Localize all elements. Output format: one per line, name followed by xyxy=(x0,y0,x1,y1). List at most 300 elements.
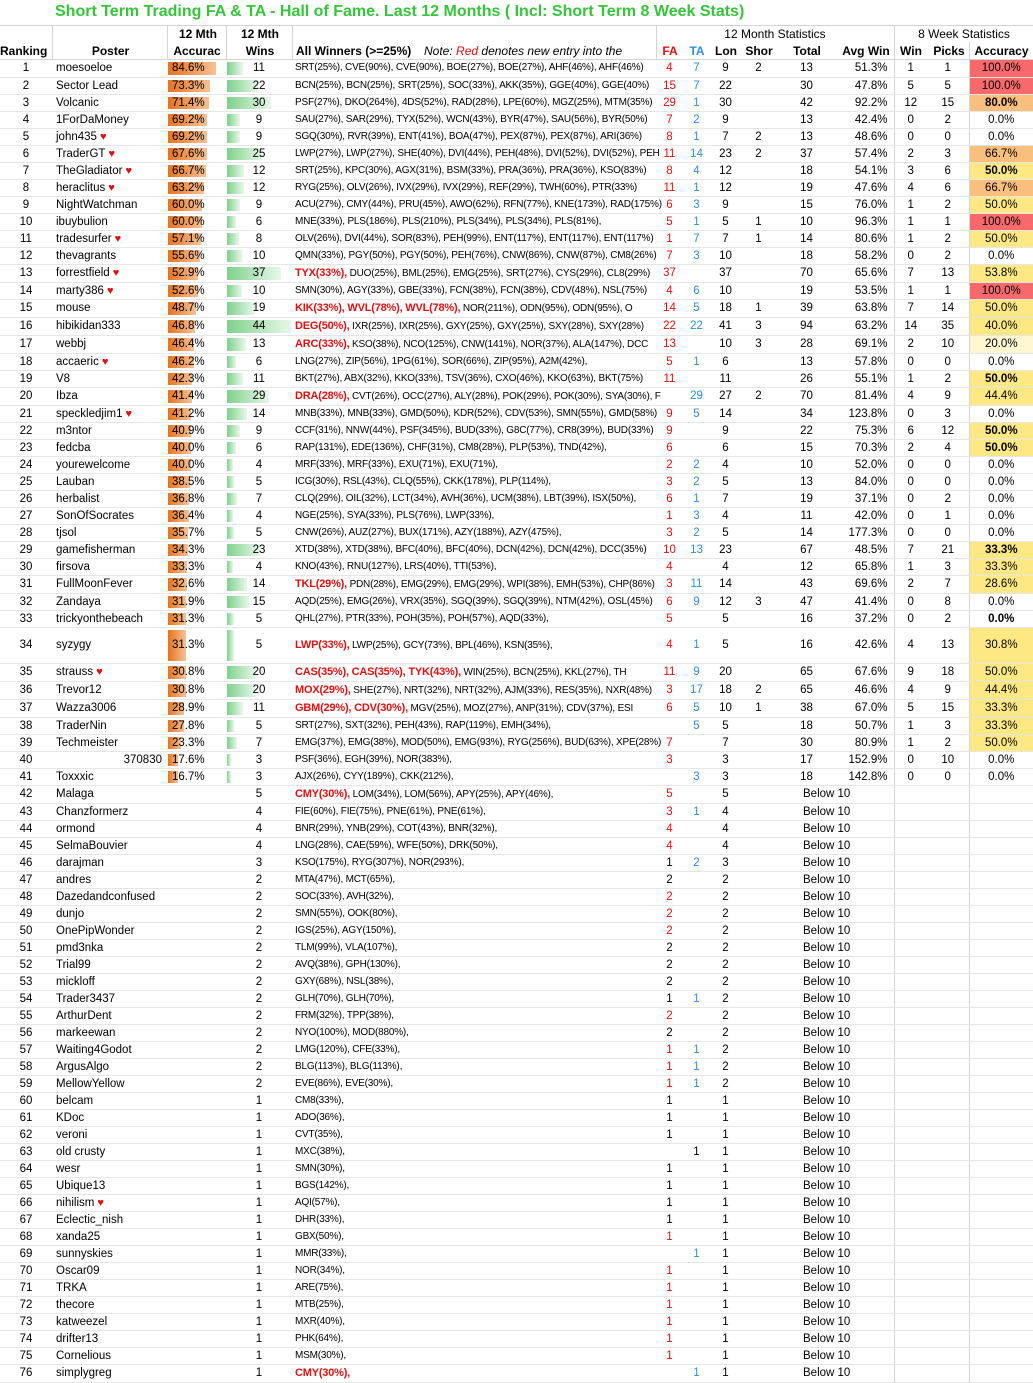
shor-cell xyxy=(741,820,776,837)
accuracy-value: 42.3% xyxy=(172,372,205,385)
new-entry: TKL(29%), xyxy=(295,577,347,590)
poster-cell xyxy=(52,888,167,905)
rank-cell: 61 xyxy=(0,1109,52,1126)
poster-header: Poster xyxy=(91,44,130,58)
wins-cell xyxy=(226,507,292,524)
accuracy-cell xyxy=(167,1296,226,1313)
accuracy-value xyxy=(167,1282,172,1294)
poster-cell xyxy=(52,1075,167,1092)
wins-bar xyxy=(227,527,234,539)
poster-name: Eclectic_nish xyxy=(56,1213,124,1226)
heart-icon: ♥ xyxy=(105,181,115,194)
wins-value: 8 xyxy=(255,232,263,245)
picks8-cell: 0 xyxy=(927,456,969,473)
wins-cell xyxy=(226,610,292,627)
poster-cell xyxy=(52,837,167,854)
table-row xyxy=(0,230,1033,247)
winners-cell xyxy=(292,1007,656,1024)
poster-cell xyxy=(52,405,167,422)
ta-cell xyxy=(683,871,710,888)
winners-list: AVQ(38%), GPH(130%), xyxy=(295,958,401,970)
rank-cell: 62 xyxy=(0,1126,52,1143)
picks8-cell: 3 xyxy=(927,558,969,575)
poster-name: Volcanic xyxy=(56,96,99,109)
accuracy-value: 57.1% xyxy=(172,232,205,245)
wins-cell xyxy=(226,1228,292,1245)
accuracy8-cell: 0.0% xyxy=(969,768,1033,785)
accuracy-value xyxy=(167,993,172,1005)
poster-name: KDoc xyxy=(56,1111,85,1124)
wins-cell xyxy=(226,1092,292,1109)
win8-cell xyxy=(894,1041,927,1058)
table-row xyxy=(0,264,1033,282)
accuracy-value xyxy=(167,1112,172,1124)
rank-cell: 60 xyxy=(0,1092,52,1109)
winners-cell xyxy=(292,353,656,370)
poster-name: TheGladiator xyxy=(56,164,123,177)
ta-cell: 22 xyxy=(683,317,710,335)
accuracy8-cell: 50.0% xyxy=(969,663,1033,681)
accuracy-cell xyxy=(167,230,226,247)
wins-header-top: 12 Mth xyxy=(240,27,279,41)
accuracy8-cell xyxy=(969,1245,1033,1262)
wins-cell xyxy=(226,837,292,854)
group-12-month: 12 Month Statistics xyxy=(724,27,826,41)
winners-cell xyxy=(292,213,656,230)
total-cell: Below 10 xyxy=(776,1041,837,1058)
shor-cell: 1 xyxy=(741,699,776,717)
fa-cell: 13 xyxy=(656,335,683,353)
win8-cell: 9 xyxy=(894,663,927,681)
table-row xyxy=(0,1160,1033,1177)
rank-cell: 3 xyxy=(0,94,52,111)
winners-list: LMG(120%), CFE(33%), xyxy=(295,1043,400,1055)
wins-value: 20 xyxy=(252,666,266,678)
ta-cell: 3 xyxy=(683,768,710,785)
poster-name: Lauban xyxy=(56,475,95,488)
all-winners-header: All Winners (>=25%) xyxy=(296,44,412,58)
wins-value: 4 xyxy=(255,458,263,471)
wins-value: 19 xyxy=(252,302,266,314)
ta-cell xyxy=(683,1007,710,1024)
fa-cell: 6 xyxy=(656,439,683,456)
total-cell: Below 10 xyxy=(776,1058,837,1075)
picks8-cell xyxy=(927,905,969,922)
table-row xyxy=(0,317,1033,335)
accuracy8-cell xyxy=(969,1177,1033,1194)
fa-cell: 15 xyxy=(656,77,683,94)
wins-value: 14 xyxy=(252,578,266,590)
shor-cell xyxy=(741,1279,776,1296)
total-cell: Below 10 xyxy=(776,1296,837,1313)
rank-cell: 25 xyxy=(0,473,52,490)
poster-cell xyxy=(52,1058,167,1075)
rank-cell: 53 xyxy=(0,973,52,990)
wins-value: 6 xyxy=(255,355,263,368)
total-cell: 17 xyxy=(776,751,837,768)
picks-header: Picks xyxy=(933,44,965,58)
poster-cell xyxy=(52,1177,167,1194)
fa-cell: 1 xyxy=(656,1126,683,1143)
accuracy8-cell xyxy=(969,1211,1033,1228)
accuracy-cell xyxy=(167,94,226,111)
ta-cell xyxy=(683,1109,710,1126)
winners-list: DHR(33%), xyxy=(295,1213,345,1225)
ta-cell: 1 xyxy=(683,353,710,370)
table-row xyxy=(0,1075,1033,1092)
accuracy-cell xyxy=(167,681,226,699)
table-row xyxy=(0,751,1033,768)
fa-cell: 5 xyxy=(656,610,683,627)
shor-cell: 1 xyxy=(741,213,776,230)
poster-cell xyxy=(52,111,167,128)
accuracy8-cell: 33.3% xyxy=(969,699,1033,717)
poster-name: firsova xyxy=(56,560,90,573)
winners-list: CLQ(29%), OIL(32%), LCT(34%), AVH(36%), UCM(38%), LBT(39%), ISX(50%), xyxy=(295,492,637,504)
table-row xyxy=(0,575,1033,593)
lon-cell: 7 xyxy=(710,230,741,247)
wins-cell xyxy=(226,230,292,247)
new-entry: LWP(33%), xyxy=(295,638,350,651)
table-row xyxy=(0,1092,1033,1109)
accuracy8-cell xyxy=(969,990,1033,1007)
total-cell: 47 xyxy=(776,593,837,610)
total-cell: Below 10 xyxy=(776,939,837,956)
poster-cell xyxy=(52,681,167,699)
lon-cell: 7 xyxy=(710,490,741,507)
wins-bar xyxy=(227,250,242,262)
rank-cell: 64 xyxy=(0,1160,52,1177)
wins-value: 2 xyxy=(255,992,263,1005)
avg-win-cell: 41.4% xyxy=(837,593,894,610)
accuracy8-cell: 50.0% xyxy=(969,422,1033,439)
wins-cell xyxy=(226,1245,292,1262)
winners-list: BNR(29%), YNB(29%), COT(43%), BNR(32%), xyxy=(295,822,498,834)
picks8-cell: 2 xyxy=(927,370,969,387)
winners-cell xyxy=(292,973,656,990)
win8-cell xyxy=(894,1347,927,1364)
fa-cell: 8 xyxy=(656,162,683,179)
accuracy-cell xyxy=(167,1194,226,1211)
poster-name: FullMoonFever xyxy=(56,578,133,590)
lon-cell: 1 xyxy=(710,1126,741,1143)
poster-cell xyxy=(52,230,167,247)
table-row xyxy=(0,524,1033,541)
accuracy-value: 30.8% xyxy=(172,666,205,678)
table-row xyxy=(0,803,1033,820)
winners-cell xyxy=(292,541,656,558)
winners-list: BCN(25%), BCN(25%), SRT(25%), SOC(33%), AKK(35%), GGE(40%), GGE(40%) xyxy=(295,79,650,91)
poster-cell xyxy=(52,854,167,871)
accuracy8-cell: 50.0% xyxy=(969,439,1033,456)
picks8-cell: 35 xyxy=(927,317,969,335)
winners-cell xyxy=(292,1143,656,1160)
table-row xyxy=(0,1296,1033,1313)
accuracy-value: 38.5% xyxy=(172,475,205,488)
accuracy8-cell: 50.0% xyxy=(969,370,1033,387)
accuracy8-cell: 100.0% xyxy=(969,77,1033,94)
winners-cell xyxy=(292,128,656,145)
poster-name: Chanzformerz xyxy=(56,805,129,818)
wins-bar xyxy=(227,233,239,245)
ta-cell: 2 xyxy=(683,473,710,490)
lon-cell: 2 xyxy=(710,1024,741,1041)
poster-name: Ubique13 xyxy=(56,1179,106,1192)
wins-value: 2 xyxy=(255,958,263,971)
accuracy8-cell xyxy=(969,803,1033,820)
picks8-cell xyxy=(927,1211,969,1228)
shor-cell xyxy=(741,751,776,768)
shor-cell xyxy=(741,1177,776,1194)
lon-cell: 12 xyxy=(710,179,741,196)
note-prefix: Note: xyxy=(424,44,453,58)
new-entry: DRA(28%), xyxy=(295,389,350,402)
shor-cell: 2 xyxy=(741,681,776,699)
ta-cell xyxy=(683,264,710,282)
picks8-cell: 3 xyxy=(927,717,969,734)
lon-cell: 5 xyxy=(710,627,741,663)
wins-bar xyxy=(227,62,243,75)
winners-cell xyxy=(292,871,656,888)
total-cell: Below 10 xyxy=(776,1126,837,1143)
total-cell: Below 10 xyxy=(776,1007,837,1024)
accuracy-cell xyxy=(167,507,226,524)
rank-cell: 19 xyxy=(0,370,52,387)
win8-cell: 0 xyxy=(894,128,927,145)
rank-cell: 23 xyxy=(0,439,52,456)
winners-cell xyxy=(292,77,656,94)
lon-cell: 5 xyxy=(710,785,741,803)
picks8-cell xyxy=(927,973,969,990)
new-entry: CMY(30%), xyxy=(295,787,351,800)
accuracy-value xyxy=(167,1095,172,1107)
wins-cell xyxy=(226,162,292,179)
win8-cell xyxy=(894,1160,927,1177)
shor-cell xyxy=(741,507,776,524)
accuracy8-cell: 50.0% xyxy=(969,196,1033,213)
poster-name: thecore xyxy=(56,1298,95,1311)
winners-cell xyxy=(292,663,656,681)
winners-cell xyxy=(292,456,656,473)
picks8-cell: 0 xyxy=(927,524,969,541)
win8-cell xyxy=(894,1126,927,1143)
rank-cell: 5 xyxy=(0,128,52,145)
shor-cell xyxy=(741,524,776,541)
ta-cell xyxy=(683,1279,710,1296)
wins-cell xyxy=(226,1296,292,1313)
ta-cell: 14 xyxy=(683,145,710,162)
avg-win-cell: 37.2% xyxy=(837,610,894,627)
poster-name: webbj xyxy=(56,338,87,350)
winners-cell xyxy=(292,1024,656,1041)
accuracy-value: 16.7% xyxy=(172,770,205,783)
rank-cell: 46 xyxy=(0,854,52,871)
accuracy-cell xyxy=(167,422,226,439)
winners-cell xyxy=(292,1109,656,1126)
poster-name: belcam xyxy=(56,1094,94,1107)
avg-win-cell: 70.3% xyxy=(837,439,894,456)
table-row xyxy=(0,1279,1033,1296)
accuracy8-cell xyxy=(969,1194,1033,1211)
poster-cell xyxy=(52,422,167,439)
wins-cell xyxy=(226,490,292,507)
wins-cell xyxy=(226,405,292,422)
winners-cell xyxy=(292,473,656,490)
win8-cell: 2 xyxy=(894,335,927,353)
total-cell: 14 xyxy=(776,230,837,247)
win8-cell xyxy=(894,803,927,820)
winners-cell xyxy=(292,837,656,854)
poster-cell xyxy=(52,490,167,507)
wins-value: 13 xyxy=(252,338,266,350)
shor-cell xyxy=(741,247,776,264)
fa-cell: 1 xyxy=(656,1330,683,1347)
winners-list: SOC(33%), AVH(32%), xyxy=(295,890,394,902)
winners-list: RYG(25%), OLV(26%), IVX(29%), IVX(29%), REF(29%), TWH(60%), PTR(33%) xyxy=(295,181,638,193)
wins-value: 30 xyxy=(252,96,266,109)
ta-cell xyxy=(683,439,710,456)
poster-cell xyxy=(52,1041,167,1058)
total-cell: 42 xyxy=(776,94,837,111)
accuracy8-cell xyxy=(969,1143,1033,1160)
lon-cell: 3 xyxy=(710,768,741,785)
poster-cell xyxy=(52,282,167,299)
wins-value: 5 xyxy=(255,788,263,800)
poster-cell xyxy=(52,717,167,734)
table-row xyxy=(0,1228,1033,1245)
wins-cell xyxy=(226,299,292,317)
rank-cell: 10 xyxy=(0,213,52,230)
wins-cell xyxy=(226,990,292,1007)
wins-cell xyxy=(226,524,292,541)
wins-cell xyxy=(226,803,292,820)
accuracy-cell xyxy=(167,939,226,956)
poster-cell xyxy=(52,922,167,939)
wins-value: 9 xyxy=(255,198,263,211)
accuracy8-cell xyxy=(969,1262,1033,1279)
poster-name: xanda25 xyxy=(56,1230,101,1243)
wins-value: 3 xyxy=(255,770,263,783)
lon-cell: 1 xyxy=(710,1313,741,1330)
accuracy-cell xyxy=(167,490,226,507)
avg-win-cell: 46.6% xyxy=(837,681,894,699)
total-cell: Below 10 xyxy=(776,1143,837,1160)
rank-cell: 24 xyxy=(0,456,52,473)
accuracy-value xyxy=(167,959,172,971)
wins-value: 4 xyxy=(255,509,263,522)
heart-icon: ♥ xyxy=(111,232,122,245)
table-row xyxy=(0,179,1033,196)
rank-cell: 69 xyxy=(0,1245,52,1262)
ta-cell: 29 xyxy=(683,387,710,405)
picks8-cell xyxy=(927,956,969,973)
poster-name: Toxxxic xyxy=(56,770,94,783)
shor-cell xyxy=(741,473,776,490)
winners-list: KNO(43%), RNU(127%), LRS(40%), TTI(53%), xyxy=(295,560,497,572)
accuracy8-cell xyxy=(969,939,1033,956)
table-row xyxy=(0,1024,1033,1041)
rank-cell: 13 xyxy=(0,264,52,282)
accuracy-value xyxy=(167,1367,172,1379)
fa-cell: 11 xyxy=(656,663,683,681)
picks8-cell xyxy=(927,837,969,854)
table-row xyxy=(0,871,1033,888)
lon-cell: 2 xyxy=(710,956,741,973)
ta-cell: 5 xyxy=(683,405,710,422)
accuracy-cell xyxy=(167,145,226,162)
shor-cell xyxy=(741,973,776,990)
avg-win-cell: 69.6% xyxy=(837,575,894,593)
heart-icon: ♥ xyxy=(105,147,116,160)
total-cell: Below 10 xyxy=(776,1092,837,1109)
wins-value: 2 xyxy=(255,907,263,920)
win8-cell: 6 xyxy=(894,422,927,439)
picks8-cell: 4 xyxy=(927,439,969,456)
poster-name: fedcba xyxy=(56,441,91,454)
wins-cell xyxy=(226,922,292,939)
avg-win-cell: 37.1% xyxy=(837,490,894,507)
poster-name: veroni xyxy=(56,1128,88,1141)
fa-cell: 4 xyxy=(656,837,683,854)
accuracy8-cell: 0.0% xyxy=(969,593,1033,610)
accuracy-cell xyxy=(167,888,226,905)
table-body xyxy=(0,60,1033,1382)
avg-win-cell: 51.3% xyxy=(837,60,894,77)
fa-cell: 6 xyxy=(656,699,683,717)
rank-cell: 37 xyxy=(0,699,52,717)
winners-cell xyxy=(292,1160,656,1177)
wins-cell xyxy=(226,456,292,473)
accuracy8-cell xyxy=(969,1041,1033,1058)
shor-cell xyxy=(741,734,776,751)
heart-icon: ♥ xyxy=(93,666,103,678)
poster-name: moesoeloe xyxy=(56,62,113,75)
rank-cell: 33 xyxy=(0,610,52,627)
accuracy-cell xyxy=(167,60,226,77)
picks8-cell xyxy=(927,1313,969,1330)
picks8-cell: 7 xyxy=(927,575,969,593)
wins-bar xyxy=(227,613,234,625)
wins-bar xyxy=(227,182,244,194)
accuracy8-cell: 100.0% xyxy=(969,60,1033,77)
ta-cell xyxy=(683,422,710,439)
poster-cell xyxy=(52,785,167,803)
lon-cell: 1 xyxy=(710,1347,741,1364)
lon-cell: 27 xyxy=(710,387,741,405)
rank-cell: 17 xyxy=(0,335,52,353)
winners-cell xyxy=(292,370,656,387)
winners-list: CM8(33%), xyxy=(295,1094,344,1106)
wins-value: 1 xyxy=(255,1367,263,1379)
accuracy-value xyxy=(167,857,172,869)
winners-list: OLV(26%), DVI(44%), SOR(83%), PEH(99%), ENT(117%), ENT(117%), ENT(117%) xyxy=(295,232,654,244)
total-cell: 13 xyxy=(776,353,837,370)
rank-cell: 2 xyxy=(0,77,52,94)
accuracy8-cell: 28.6% xyxy=(969,575,1033,593)
wins-cell xyxy=(226,593,292,610)
ta-cell xyxy=(683,888,710,905)
shor-cell xyxy=(741,610,776,627)
poster-cell xyxy=(52,751,167,768)
lon-cell: 22 xyxy=(710,77,741,94)
heart-icon: ♥ xyxy=(109,267,120,279)
fa-cell: 1 xyxy=(656,990,683,1007)
table-row xyxy=(0,422,1033,439)
winners-cell xyxy=(292,1313,656,1330)
poster-name: old crusty xyxy=(56,1145,106,1158)
shor-cell xyxy=(741,179,776,196)
poster-name: sunnyskies xyxy=(56,1247,113,1260)
